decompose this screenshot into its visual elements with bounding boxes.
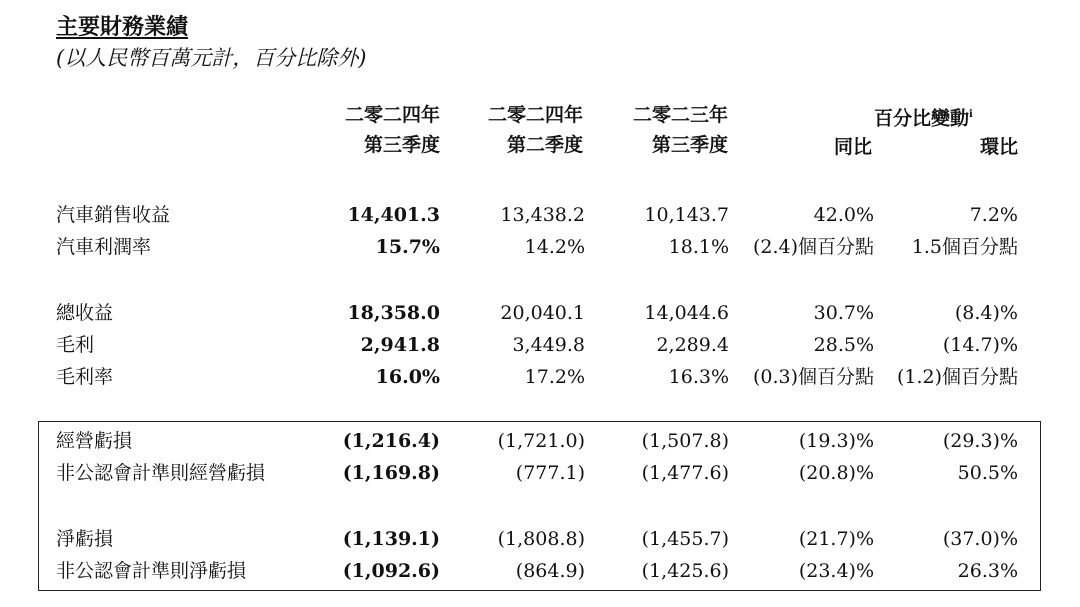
cell-c2: (864.9) xyxy=(515,560,585,582)
row-label: 淨虧損 xyxy=(56,528,114,550)
col-header-qoq: 環比 xyxy=(979,136,1018,158)
cell-c2: (1,808.8) xyxy=(497,528,585,550)
cell-c2: 14.2% xyxy=(524,236,585,258)
page-subtitle: (以人民幣百萬元計，百分比除外) xyxy=(56,46,367,70)
cell-c1: 18,358.0 xyxy=(347,302,440,324)
row-label: 總收益 xyxy=(56,302,114,324)
cell-c2: 20,040.1 xyxy=(500,302,585,324)
pct-change-header xyxy=(874,100,973,133)
col-header-2024-q2-quarter: 第二季度 xyxy=(506,134,583,156)
cell-c1: 15.7% xyxy=(375,236,440,258)
cell-c1: 14,401.3 xyxy=(347,204,440,226)
cell-c2: 17.2% xyxy=(524,366,585,388)
col-header-2024-q3-year: 二零二四年 xyxy=(344,104,440,126)
page-title: 主要財務業績 xyxy=(56,14,189,40)
cell-c1: 2,941.8 xyxy=(360,334,440,356)
col-header-2023-q3-year: 二零二三年 xyxy=(632,104,728,126)
cell-c3: 14,044.6 xyxy=(644,302,729,324)
col-header-2024-q2 xyxy=(433,100,583,160)
cell-yoy: (20.8)% xyxy=(798,462,874,484)
cell-c3: (1,455.7) xyxy=(641,528,729,550)
cell-yoy: 28.5% xyxy=(813,334,874,356)
cell-c1: 16.0% xyxy=(375,366,440,388)
cell-yoy: (0.3)個百分點 xyxy=(752,366,874,388)
cell-qoq: 7.2% xyxy=(969,204,1018,226)
col-header-2024-q3-quarter: 第三季度 xyxy=(363,134,440,156)
cell-qoq: (37.0)% xyxy=(942,528,1018,550)
row-label: 非公認會計準則經營虧損 xyxy=(56,462,266,484)
col-header-yoy: 同比 xyxy=(833,136,872,158)
cell-qoq: (8.4)% xyxy=(954,302,1018,324)
cell-qoq: (1.2)個百分點 xyxy=(896,366,1018,388)
cell-c1: (1,216.4) xyxy=(342,430,440,452)
cell-c2: (777.1) xyxy=(515,462,585,484)
row-label: 毛利 xyxy=(56,334,95,356)
row-label: 毛利率 xyxy=(56,366,114,388)
pct-change-footnote-marker: i xyxy=(969,109,973,120)
col-header-2023-q3 xyxy=(578,100,728,160)
row-label: 非公認會計準則淨虧損 xyxy=(56,560,247,582)
cell-qoq: 26.3% xyxy=(957,560,1018,582)
cell-c3: (1,425.6) xyxy=(641,560,729,582)
col-header-2024-q3 xyxy=(290,100,440,160)
cell-qoq: 1.5個百分點 xyxy=(911,236,1018,258)
cell-qoq: (29.3)% xyxy=(942,430,1018,452)
cell-c2: 3,449.8 xyxy=(512,334,585,356)
cell-c1: (1,139.1) xyxy=(342,528,440,550)
cell-c3: (1,477.6) xyxy=(641,462,729,484)
cell-yoy: (19.3)% xyxy=(798,430,874,452)
col-header-2023-q3-quarter: 第三季度 xyxy=(651,134,728,156)
cell-yoy: (21.7)% xyxy=(798,528,874,550)
cell-c1: (1,169.8) xyxy=(342,462,440,484)
cell-c3: 2,289.4 xyxy=(656,334,729,356)
cell-yoy: (23.4)% xyxy=(798,560,874,582)
cell-c2: 13,438.2 xyxy=(500,204,585,226)
pct-change-header-label: 百分比變動 xyxy=(874,107,970,130)
cell-yoy: (2.4)個百分點 xyxy=(752,236,874,258)
cell-c3: 10,143.7 xyxy=(644,204,729,226)
cell-c3: 18.1% xyxy=(668,236,729,258)
cell-qoq: (14.7)% xyxy=(942,334,1018,356)
cell-yoy: 30.7% xyxy=(813,302,874,324)
cell-c1: (1,092.6) xyxy=(342,560,440,582)
cell-c3: 16.3% xyxy=(668,366,729,388)
cell-c3: (1,507.8) xyxy=(641,430,729,452)
row-label: 汽車利潤率 xyxy=(56,236,152,258)
cell-yoy: 42.0% xyxy=(813,204,874,226)
row-label: 經營虧損 xyxy=(56,430,133,452)
cell-c2: (1,721.0) xyxy=(497,430,585,452)
row-label: 汽車銷售收益 xyxy=(56,204,171,226)
col-header-2024-q2-year: 二零二四年 xyxy=(487,104,583,126)
cell-qoq: 50.5% xyxy=(957,462,1018,484)
